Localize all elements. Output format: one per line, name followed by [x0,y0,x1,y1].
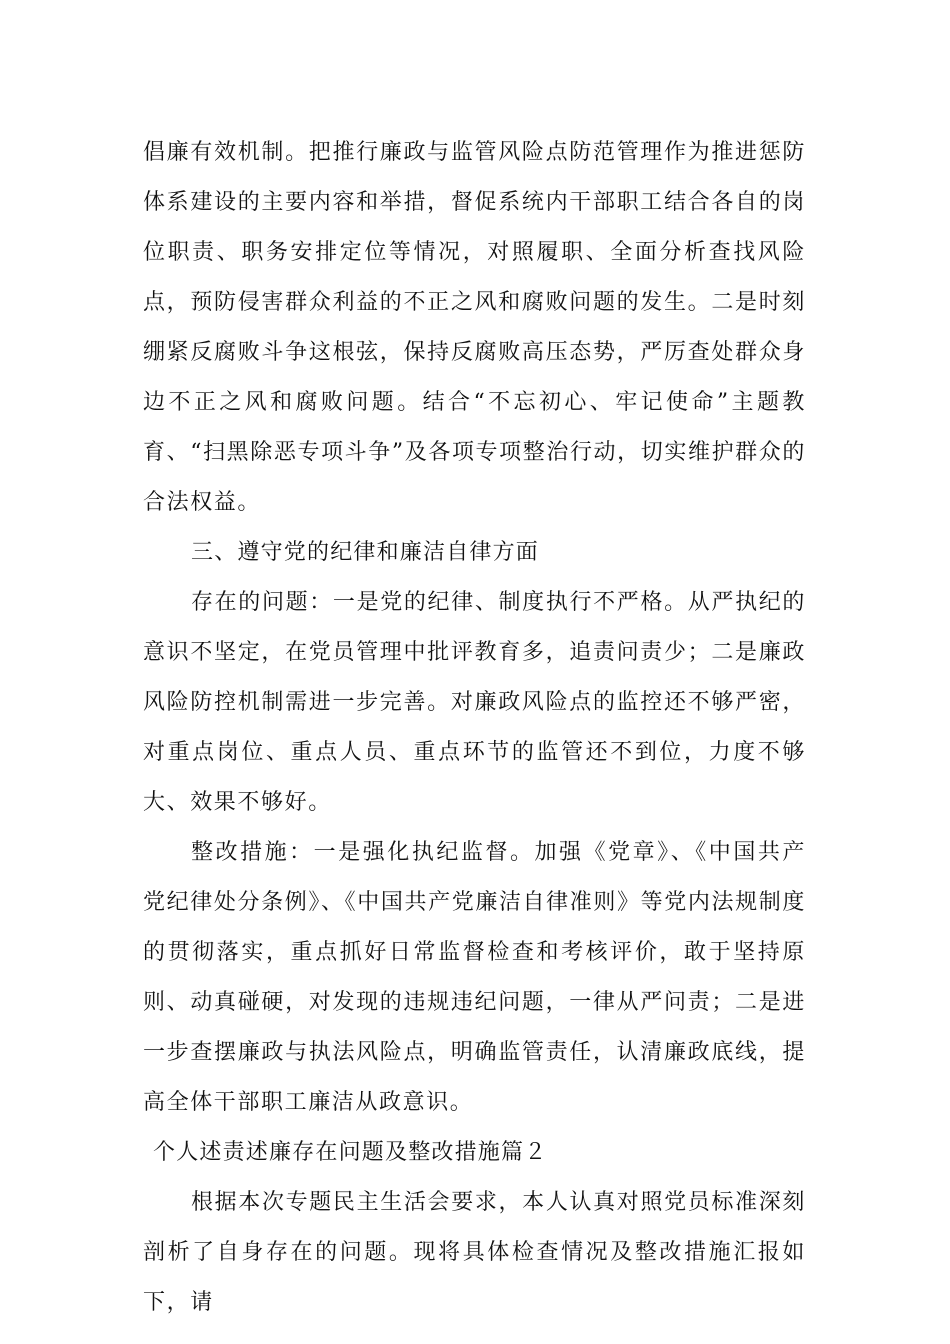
paragraph-continuation: 倡廉有效机制。把推行廉政与监管风险点防范管理作为推进惩防体系建设的主要内容和举措，督促系统内干部职工结合各自的岗位职责、职务安排定位等情况，对照履职、全面分析查找风险点，预防侵害群众利益的不正之风和腐败问题的发生。二是时刻绷紧反腐败斗争这根弦，保持反腐败高压态势，严厉查处群众身边不正之风和腐败问题。结合“不忘初心、牢记使命”主题教育、“扫黑除恶专项斗争”及各项专项整治行动，切实维护群众的合法权益。 [143,140,806,515]
paragraph-rectification-measures: 整改措施：一是强化执纪监督。加强《党章》、《中国共产党纪律处分条例》、《中国共产党廉洁自律准则》等党内法规制度的贯彻落实，重点抓好日常监督检查和考核评价，敢于坚持原则、动真碰硬，对发现的违规违纪问题，一律从严问责；二是进一步查摆廉政与执法风险点，明确监管责任，认清廉政底线，提高全体干部职工廉洁从政意识。 [143,840,806,1115]
document-body [143,128,806,1328]
paragraph-existing-problems: 存在的问题：一是党的纪律、制度执行不严格。从严执纪的意识不坚定，在党员管理中批评教育多，追责问责少；二是廉政风险防控机制需进一步完善。对廉政风险点的监控还不够严密，对重点岗位、重点人员、重点环节的监管还不到位，力度不够大、效果不够好。 [143,590,806,815]
paragraph-intro: 根据本次专题民主生活会要求，本人认真对照党员标准深刻剖析了自身存在的问题。现将具体检查情况及整改措施汇报如下，请 [143,1190,806,1315]
article-title: 个人述责述廉存在问题及整改措施篇２ [153,1140,548,1165]
section-heading-3: 三、遵守党的纪律和廉洁自律方面 [191,540,540,565]
